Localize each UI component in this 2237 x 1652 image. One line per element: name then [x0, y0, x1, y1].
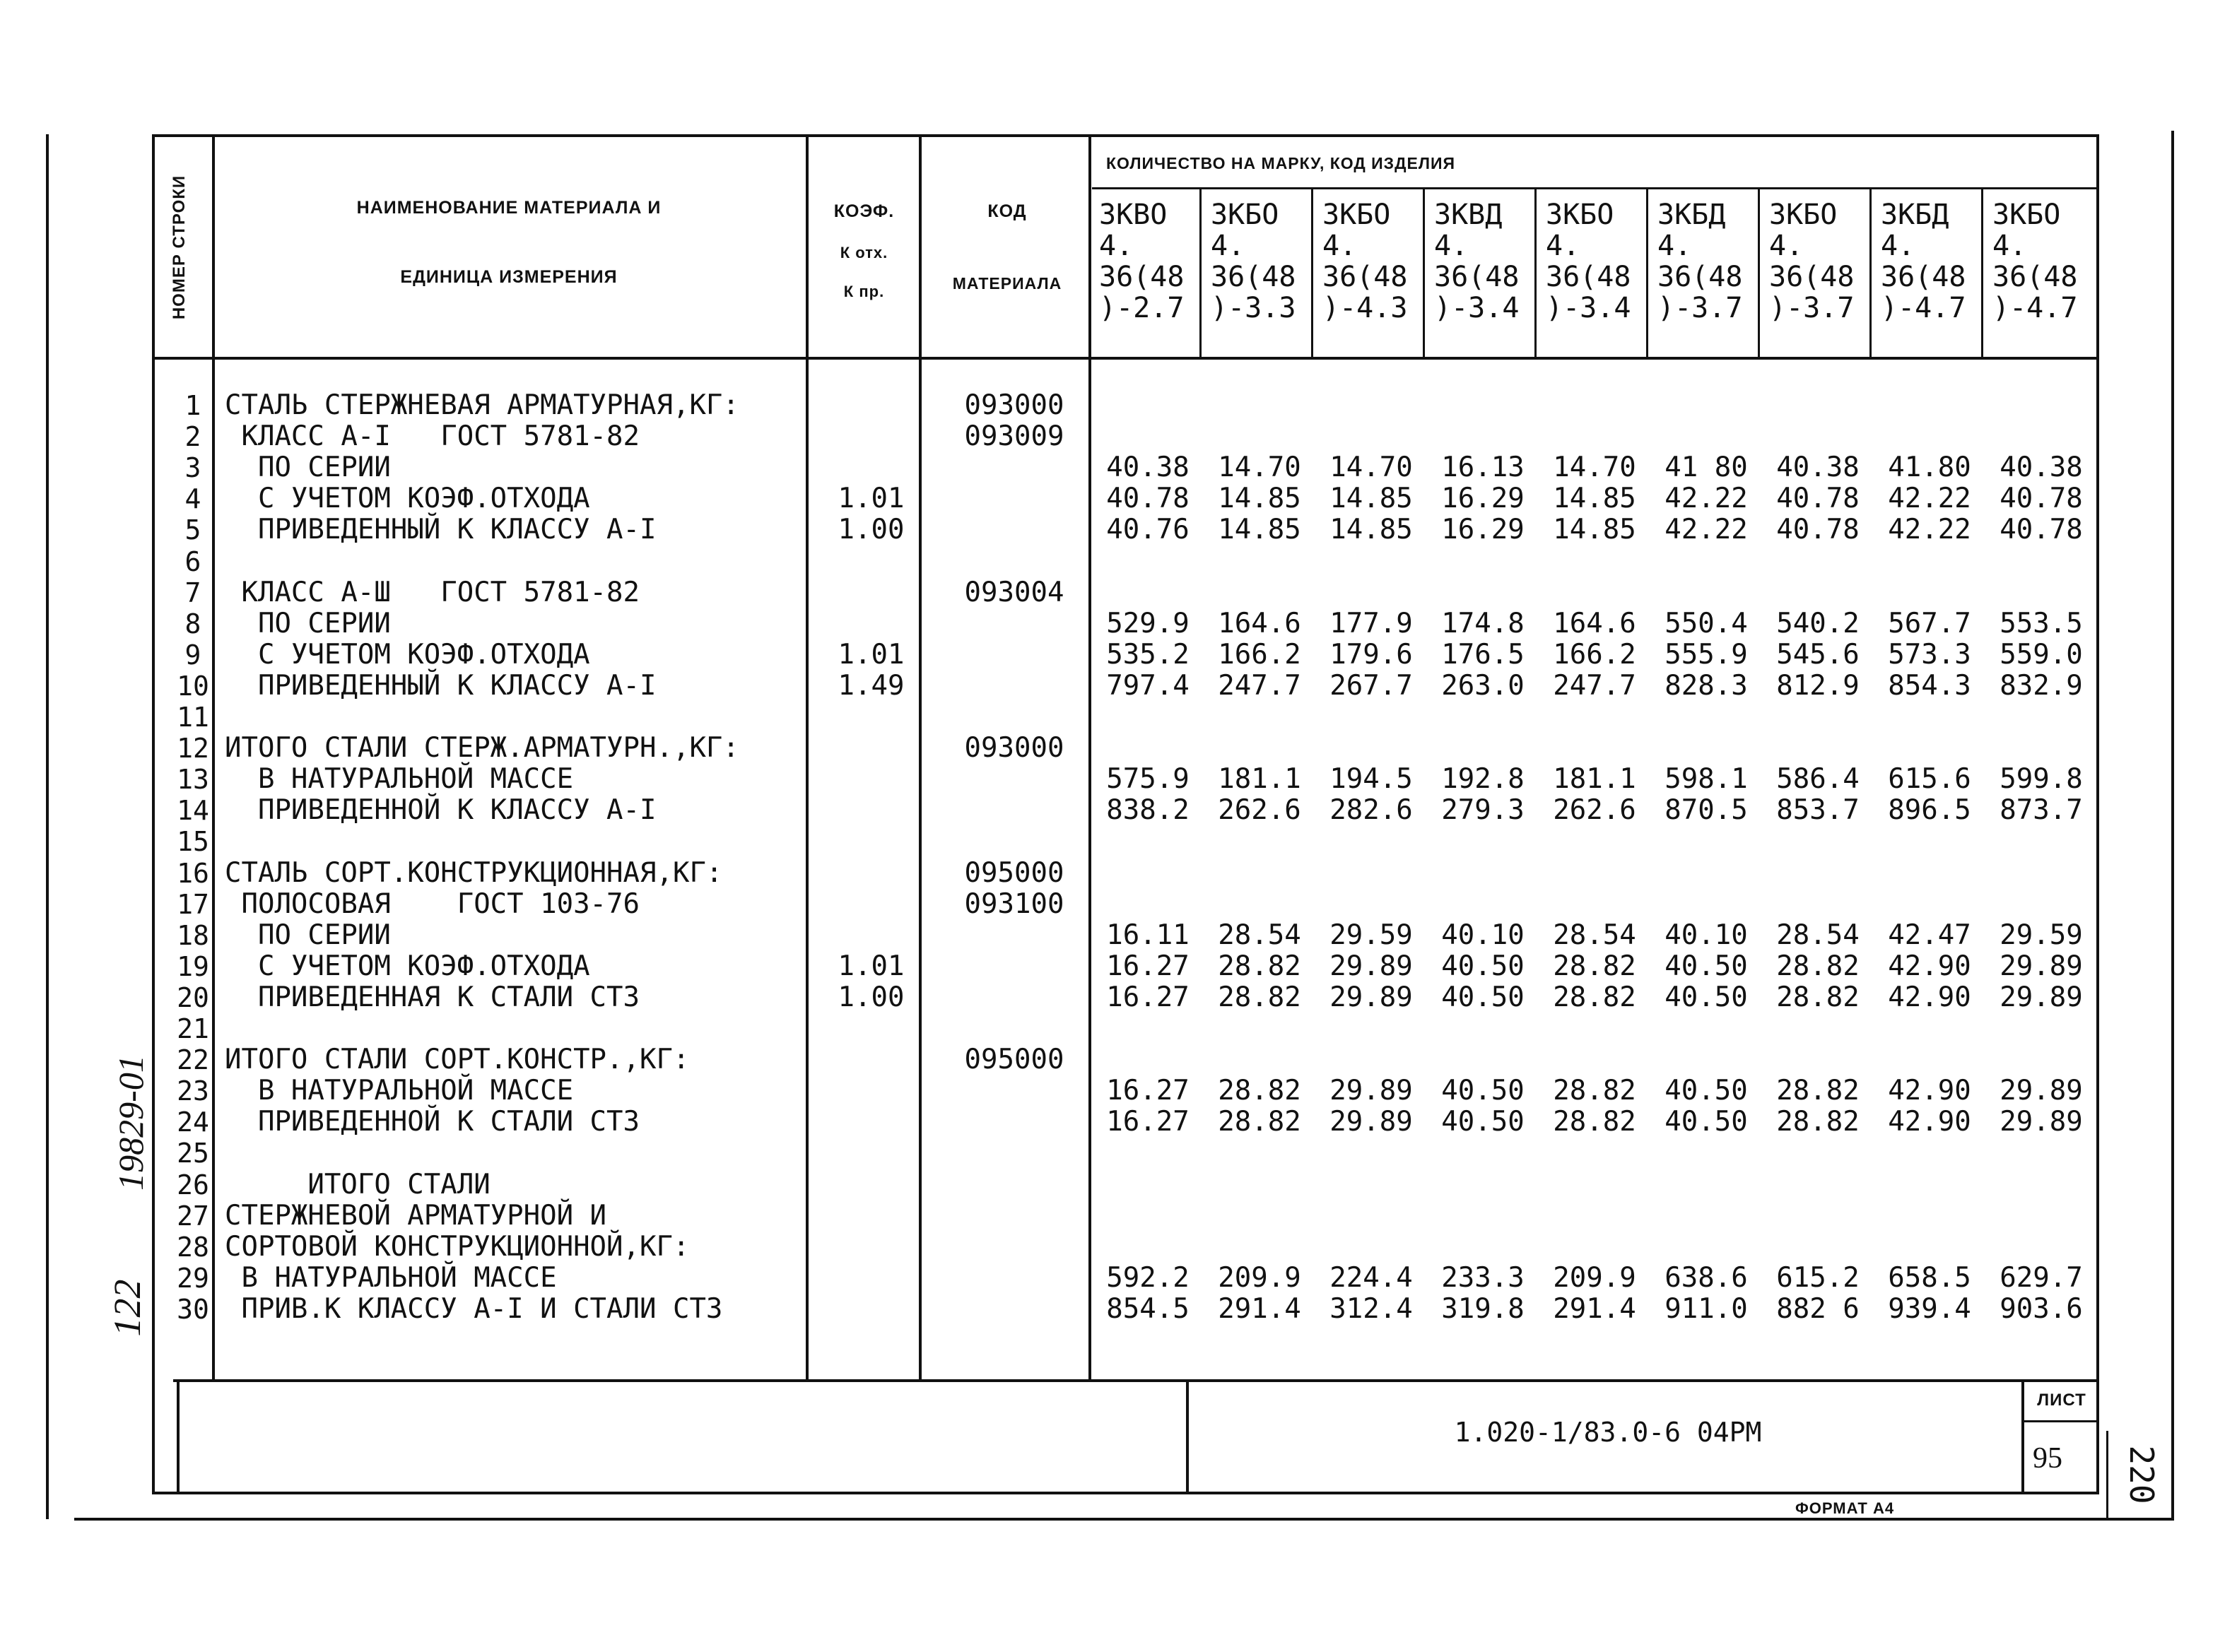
row-quantity-value: 174.8: [1441, 608, 1525, 639]
row-number: 24: [177, 1107, 209, 1138]
row-quantity-value: 177.9: [1329, 608, 1413, 639]
row-quantity-value: 42.22: [1664, 483, 1748, 514]
mark-header-line: )-4.7: [1881, 292, 1966, 324]
row-quantity-value: 29.89: [2000, 981, 2083, 1013]
row-quantity-value: 40.50: [1441, 1075, 1525, 1107]
titleblock-left: [177, 1379, 180, 1492]
row-quantity-value: 14.85: [1329, 483, 1413, 514]
mark-header-line: )-3.4: [1546, 292, 1631, 324]
row-quantity-value: 586.4: [1776, 763, 1860, 795]
row-quantity-value: 553.5: [2000, 608, 2083, 639]
titleblock-sheet-mid: [2021, 1420, 2099, 1422]
row-quantity-value: 638.6: [1664, 1262, 1748, 1294]
row-quantity-value: 16.11: [1106, 919, 1190, 951]
mark-header: [1769, 199, 1875, 324]
row-quantity-value: 545.6: [1776, 639, 1860, 671]
header-coef-line3: К пр.: [843, 283, 885, 300]
row-quantity-value: 559.0: [2000, 639, 2083, 671]
row-quantity-value: 535.2: [1106, 639, 1190, 671]
row-number: 7: [184, 577, 201, 608]
row-quantity-value: 181.1: [1553, 763, 1636, 795]
mark-header: [1881, 199, 1987, 324]
row-material-code: 095000: [964, 857, 1064, 889]
row-quantity-value: 209.9: [1218, 1262, 1301, 1294]
row-quantity-value: 29.89: [1329, 1106, 1413, 1138]
row-quantity-value: 41.80: [1888, 452, 1971, 483]
mark-header-line: 36(48: [1099, 261, 1185, 293]
row-number: 16: [177, 858, 209, 889]
row-quantity-value: 41 80: [1664, 452, 1748, 483]
row-material-name: ПО СЕРИИ: [225, 452, 391, 483]
mark-header-line: 4.: [1322, 230, 1357, 262]
row-material-code: 093009: [964, 420, 1064, 452]
row-quantity-value: 14.85: [1553, 514, 1636, 545]
row-quantity-value: 40.50: [1664, 1106, 1748, 1138]
row-quantity-value: 28.82: [1776, 981, 1860, 1013]
row-quantity-value: 658.5: [1888, 1262, 1971, 1294]
mark-header-line: 4.: [1546, 230, 1580, 262]
row-quantity-value: 903.6: [2000, 1293, 2083, 1325]
row-number: 3: [184, 452, 201, 483]
row-quantity-value: 911.0: [1664, 1293, 1748, 1325]
row-quantity-value: 28.54: [1218, 919, 1301, 951]
row-material-name: ИТОГО СТАЛИ СТЕРЖ.АРМАТУРН.,КГ:: [225, 732, 739, 764]
row-quantity-value: 166.2: [1553, 639, 1636, 671]
mark-header-line: ЗКБО: [1546, 199, 1614, 231]
mark-header: [1322, 199, 1428, 324]
row-quantity-value: 29.89: [1329, 981, 1413, 1013]
row-quantity-value: 263.0: [1441, 670, 1525, 702]
mark-header-line: )-4.3: [1322, 292, 1408, 324]
row-material-name: КЛАСС А-Ш ГОСТ 5781-82: [225, 577, 640, 608]
row-quantity-value: 279.3: [1441, 794, 1525, 826]
row-material-name: С УЧЕТОМ КОЭФ.ОТХОДА: [225, 483, 590, 514]
frame-right-outer: [2171, 131, 2174, 1521]
row-quantity-value: 40.38: [1776, 452, 1860, 483]
row-quantity-value: 14.85: [1329, 514, 1413, 545]
margin-number: 122: [106, 1279, 148, 1337]
row-number: 2: [184, 421, 201, 452]
row-number: 20: [177, 982, 209, 1013]
row-number: 9: [184, 639, 201, 671]
row-material-code: 095000: [964, 1044, 1064, 1075]
row-number: 21: [177, 1013, 209, 1044]
mark-header-line: )-4.7: [1992, 292, 2078, 324]
row-quantity-value: 28.82: [1776, 950, 1860, 982]
row-quantity-value: 267.7: [1329, 670, 1413, 702]
mark-header-line: ЗКБО: [1769, 199, 1838, 231]
row-quantity-value: 592.2: [1106, 1262, 1190, 1294]
mark-header: [1546, 199, 1652, 324]
format-label: ФОРМАТ А4: [1795, 1499, 1895, 1517]
row-quantity-value: 832.9: [2000, 670, 2083, 702]
row-material-name: ПРИВЕДЕННЫЙ К КЛАССУ А-I: [225, 670, 657, 702]
row-quantity-value: 194.5: [1329, 763, 1413, 795]
row-number: 10: [177, 671, 209, 702]
row-number: 11: [177, 702, 209, 733]
row-quantity-value: 529.9: [1106, 608, 1190, 639]
row-material-name: КЛАСС А-I ГОСТ 5781-82: [225, 420, 640, 452]
row-quantity-value: 40.78: [2000, 483, 2083, 514]
side-number: 220: [2122, 1445, 2161, 1504]
mark-header-line: ЗКБО: [1992, 199, 2061, 231]
mark-header-line: ЗКБД: [1657, 199, 1726, 231]
row-number: 17: [177, 889, 209, 920]
row-coefficient: 1.01: [838, 950, 905, 982]
header-coef-line2: К отх.: [840, 244, 888, 261]
row-quantity-value: 615.2: [1776, 1262, 1860, 1294]
row-number: 30: [177, 1294, 209, 1325]
row-quantity-value: 28.82: [1218, 1106, 1301, 1138]
mark-header-line: 4.: [1992, 230, 2027, 262]
mark-header-line: 36(48: [1769, 261, 1855, 293]
row-material-name: С УЧЕТОМ КОЭФ.ОТХОДА: [225, 639, 590, 671]
row-quantity-value: 42.47: [1888, 919, 1971, 951]
row-quantity-value: 14.70: [1218, 452, 1301, 483]
row-quantity-value: 40.78: [1776, 514, 1860, 545]
row-quantity-value: 164.6: [1553, 608, 1636, 639]
row-material-name: ПОЛОСОВАЯ ГОСТ 103-76: [225, 888, 640, 920]
row-quantity-value: 29.89: [1329, 1075, 1413, 1107]
row-quantity-value: 291.4: [1553, 1293, 1636, 1325]
row-quantity-value: 192.8: [1441, 763, 1525, 795]
header-code-line2: МАТЕРИАЛА: [952, 274, 1062, 293]
row-quantity-value: 40.76: [1106, 514, 1190, 545]
header-quantity: КОЛИЧЕСТВО НА МАРКУ, КОД ИЗДЕЛИЯ: [1106, 154, 1456, 172]
row-quantity-value: 42.22: [1888, 483, 1971, 514]
row-material-code: 093004: [964, 577, 1064, 608]
row-quantity-value: 282.6: [1329, 794, 1413, 826]
col-line-name: [806, 134, 809, 1381]
row-material-name: ПРИВЕДЕННЫЙ К КЛАССУ А-I: [225, 514, 657, 545]
row-coefficient: 1.00: [838, 981, 905, 1013]
mark-header: [1211, 199, 1317, 324]
row-material-name: В НАТУРАЛЬНОЙ МАССЕ: [225, 1075, 574, 1107]
header-material-line1: НАИМЕНОВАНИЕ МАТЕРИАЛА И: [356, 198, 662, 218]
mark-header-line: )-3.3: [1211, 292, 1296, 324]
row-quantity-value: 40.50: [1441, 981, 1525, 1013]
row-quantity-value: 312.4: [1329, 1293, 1413, 1325]
row-quantity-value: 16.27: [1106, 950, 1190, 982]
row-quantity-value: 181.1: [1218, 763, 1301, 795]
row-material-code: 093000: [964, 389, 1064, 421]
mark-header-line: 36(48: [1881, 261, 1966, 293]
row-material-name: В НАТУРАЛЬНОЙ МАССЕ: [225, 763, 574, 795]
row-quantity-value: 550.4: [1664, 608, 1748, 639]
header-row-number: НОМЕР СТРОКИ: [170, 175, 189, 320]
mark-header-line: ЗКВО: [1099, 199, 1168, 231]
row-quantity-value: 14.70: [1553, 452, 1636, 483]
row-coefficient: 1.01: [838, 483, 905, 514]
row-number: 6: [184, 546, 201, 577]
row-quantity-value: 40.78: [1776, 483, 1860, 514]
row-quantity-value: 209.9: [1553, 1262, 1636, 1294]
col-line-coef: [919, 134, 922, 1381]
row-quantity-value: 16.27: [1106, 1106, 1190, 1138]
row-quantity-value: 40.78: [1106, 483, 1190, 514]
mark-header-line: 36(48: [1657, 261, 1743, 293]
frame-bottom-outer: [74, 1518, 2173, 1521]
row-quantity-value: 599.8: [2000, 763, 2083, 795]
row-quantity-value: 555.9: [1664, 639, 1748, 671]
row-quantity-value: 42.90: [1888, 1075, 1971, 1107]
row-quantity-value: 291.4: [1218, 1293, 1301, 1325]
row-quantity-value: 262.6: [1553, 794, 1636, 826]
row-quantity-value: 40.50: [1441, 1106, 1525, 1138]
titleblock-divider: [1186, 1379, 1189, 1492]
row-quantity-value: 28.82: [1218, 1075, 1301, 1107]
row-quantity-value: 873.7: [2000, 794, 2083, 826]
mark-header: [1657, 199, 1763, 324]
mark-header: [1434, 199, 1540, 324]
row-quantity-value: 29.59: [2000, 919, 2083, 951]
mark-header-line: 4.: [1099, 230, 1134, 262]
row-material-name: С УЧЕТОМ КОЭФ.ОТХОДА: [225, 950, 590, 982]
mark-header-line: )-3.7: [1769, 292, 1855, 324]
row-quantity-value: 247.7: [1553, 670, 1636, 702]
row-quantity-value: 28.54: [1553, 919, 1636, 951]
row-quantity-value: 42.22: [1888, 514, 1971, 545]
row-quantity-value: 42.90: [1888, 950, 1971, 982]
row-quantity-value: 164.6: [1218, 608, 1301, 639]
row-coefficient: 1.00: [838, 514, 905, 545]
row-quantity-value: 28.82: [1776, 1106, 1860, 1138]
row-material-name: СТЕРЖНЕВОЙ АРМАТУРНОЙ И: [225, 1200, 607, 1232]
row-quantity-value: 28.82: [1218, 950, 1301, 982]
row-quantity-value: 176.5: [1441, 639, 1525, 671]
row-quantity-value: 16.13: [1441, 452, 1525, 483]
row-material-name: СТАЛЬ СТЕРЖНЕВАЯ АРМАТУРНАЯ,КГ:: [225, 389, 739, 421]
row-coefficient: 1.01: [838, 639, 905, 671]
row-quantity-value: 896.5: [1888, 794, 1971, 826]
row-quantity-value: 166.2: [1218, 639, 1301, 671]
row-quantity-value: 629.7: [2000, 1262, 2083, 1294]
row-quantity-value: 42.90: [1888, 1106, 1971, 1138]
row-material-name: ПО СЕРИИ: [225, 608, 391, 639]
row-number: 12: [177, 733, 209, 764]
row-quantity-value: 40.50: [1664, 981, 1748, 1013]
row-material-name: ПО СЕРИИ: [225, 919, 391, 951]
row-coefficient: 1.49: [838, 670, 905, 702]
mark-header: [1099, 199, 1205, 324]
row-material-name: В НАТУРАЛЬНОЙ МАССЕ: [225, 1262, 557, 1294]
row-quantity-value: 262.6: [1218, 794, 1301, 826]
row-quantity-value: 575.9: [1106, 763, 1190, 795]
row-material-code: 093000: [964, 732, 1064, 764]
row-quantity-value: 14.70: [1329, 452, 1413, 483]
row-material-code: 093100: [964, 888, 1064, 920]
mark-header-line: )-3.7: [1657, 292, 1743, 324]
row-quantity-value: 40.10: [1441, 919, 1525, 951]
mark-header-line: )-3.4: [1434, 292, 1520, 324]
row-quantity-value: 573.3: [1888, 639, 1971, 671]
row-number: 13: [177, 764, 209, 795]
row-number: 18: [177, 920, 209, 951]
mark-header-line: ЗКБД: [1881, 199, 1949, 231]
row-quantity-value: 28.54: [1776, 919, 1860, 951]
mark-header-line: 36(48: [1322, 261, 1408, 293]
row-number: 27: [177, 1200, 209, 1232]
row-number: 8: [184, 608, 201, 639]
row-number: 1: [184, 390, 201, 421]
row-quantity-value: 28.82: [1553, 981, 1636, 1013]
row-quantity-value: 29.59: [1329, 919, 1413, 951]
document-code: 1.020-1/83.0-6 04РМ: [1454, 1417, 1762, 1448]
row-quantity-value: 838.2: [1106, 794, 1190, 826]
mark-header-line: 4.: [1657, 230, 1692, 262]
row-number: 29: [177, 1263, 209, 1294]
row-quantity-value: 40.38: [2000, 452, 2083, 483]
body-bottom-line: [173, 1379, 2099, 1382]
row-material-name: ПРИВЕДЕННОЙ К КЛАССУ А-I: [225, 794, 657, 826]
mark-header-line: 36(48: [1992, 261, 2078, 293]
row-quantity-value: 882 6: [1776, 1293, 1860, 1325]
header-material-line2: ЕДИНИЦА ИЗМЕРЕНИЯ: [400, 267, 618, 287]
row-quantity-value: 28.82: [1553, 1075, 1636, 1107]
row-number: 19: [177, 951, 209, 982]
row-quantity-value: 16.29: [1441, 483, 1525, 514]
row-quantity-value: 598.1: [1664, 763, 1748, 795]
row-quantity-value: 828.3: [1664, 670, 1748, 702]
row-quantity-value: 870.5: [1664, 794, 1748, 826]
row-quantity-value: 28.82: [1553, 950, 1636, 982]
header-coef-line1: КОЭФ.: [833, 201, 895, 221]
row-quantity-value: 14.85: [1553, 483, 1636, 514]
row-quantity-value: 29.89: [1329, 950, 1413, 982]
row-quantity-value: 16.29: [1441, 514, 1525, 545]
row-quantity-value: 29.89: [2000, 1075, 2083, 1107]
row-material-name: СТАЛЬ СОРТ.КОНСТРУКЦИОННАЯ,КГ:: [225, 857, 723, 889]
row-quantity-value: 939.4: [1888, 1293, 1971, 1325]
row-material-name: ПРИВ.К КЛАССУ А-I И СТАЛИ СТЗ: [225, 1293, 723, 1325]
sheet-number: 95: [2033, 1442, 2062, 1475]
row-material-name: ПРИВЕДЕННОЙ К СТАЛИ СТЗ: [225, 1106, 640, 1138]
row-number: 14: [177, 795, 209, 826]
margin-note: 19829-01: [111, 1055, 151, 1191]
frame-left-outer: [46, 134, 49, 1519]
row-quantity-value: 812.9: [1776, 670, 1860, 702]
sheet-label: ЛИСТ: [2037, 1391, 2086, 1410]
row-number: 4: [184, 483, 201, 514]
row-number: 15: [177, 826, 209, 857]
row-quantity-value: 42.22: [1664, 514, 1748, 545]
row-quantity-value: 40.38: [1106, 452, 1190, 483]
row-quantity-value: 28.82: [1553, 1106, 1636, 1138]
row-quantity-value: 179.6: [1329, 639, 1413, 671]
row-quantity-value: 233.3: [1441, 1262, 1525, 1294]
row-quantity-value: 28.82: [1218, 981, 1301, 1013]
mark-header-line: 4.: [1434, 230, 1469, 262]
row-quantity-value: 224.4: [1329, 1262, 1413, 1294]
mark-header-line: 36(48: [1211, 261, 1296, 293]
row-material-name: ИТОГО СТАЛИ: [225, 1169, 491, 1200]
row-quantity-value: 40.78: [2000, 514, 2083, 545]
mark-header-line: ЗКБО: [1211, 199, 1279, 231]
row-number: 28: [177, 1232, 209, 1263]
quantity-label-divider: [1092, 187, 2099, 189]
row-number: 5: [184, 514, 201, 545]
row-quantity-value: 247.7: [1218, 670, 1301, 702]
row-number: 22: [177, 1044, 209, 1075]
mark-header: [1992, 199, 2098, 324]
row-quantity-value: 540.2: [1776, 608, 1860, 639]
mark-header-line: 36(48: [1434, 261, 1520, 293]
mark-header-line: )-2.7: [1099, 292, 1185, 324]
row-material-name: ПРИВЕДЕННАЯ К СТАЛИ СТЗ: [225, 981, 640, 1013]
row-quantity-value: 853.7: [1776, 794, 1860, 826]
row-quantity-value: 16.27: [1106, 1075, 1190, 1107]
header-divider: [152, 357, 2099, 360]
row-quantity-value: 797.4: [1106, 670, 1190, 702]
row-quantity-value: 40.10: [1664, 919, 1748, 951]
row-quantity-value: 14.85: [1218, 514, 1301, 545]
mark-header-line: ЗКБО: [1322, 199, 1391, 231]
row-quantity-value: 16.27: [1106, 981, 1190, 1013]
row-quantity-value: 567.7: [1888, 608, 1971, 639]
row-quantity-value: 14.85: [1218, 483, 1301, 514]
row-quantity-value: 29.89: [2000, 1106, 2083, 1138]
row-quantity-value: 40.50: [1664, 950, 1748, 982]
row-number: 23: [177, 1075, 209, 1107]
row-quantity-value: 854.5: [1106, 1293, 1190, 1325]
row-quantity-value: 854.3: [1888, 670, 1971, 702]
row-quantity-value: 28.82: [1776, 1075, 1860, 1107]
mark-header-line: ЗКВД: [1434, 199, 1503, 231]
row-quantity-value: 40.50: [1441, 950, 1525, 982]
row-material-name: ИТОГО СТАЛИ СОРТ.КОНСТР.,КГ:: [225, 1044, 690, 1075]
row-quantity-value: 42.90: [1888, 981, 1971, 1013]
row-quantity-value: 319.8: [1441, 1293, 1525, 1325]
row-quantity-value: 40.50: [1664, 1075, 1748, 1107]
row-number: 25: [177, 1138, 209, 1169]
mark-header-line: 4.: [1881, 230, 1915, 262]
mark-header-line: 36(48: [1546, 261, 1631, 293]
header-code-line1: КОД: [987, 201, 1027, 221]
mark-header-line: 4.: [1769, 230, 1804, 262]
row-number: 26: [177, 1169, 209, 1200]
mark-header-line: 4.: [1211, 230, 1245, 262]
row-quantity-value: 29.89: [2000, 950, 2083, 982]
row-material-name: СОРТОВОЙ КОНСТРУКЦИОННОЙ,КГ:: [225, 1231, 690, 1263]
row-quantity-value: 615.6: [1888, 763, 1971, 795]
